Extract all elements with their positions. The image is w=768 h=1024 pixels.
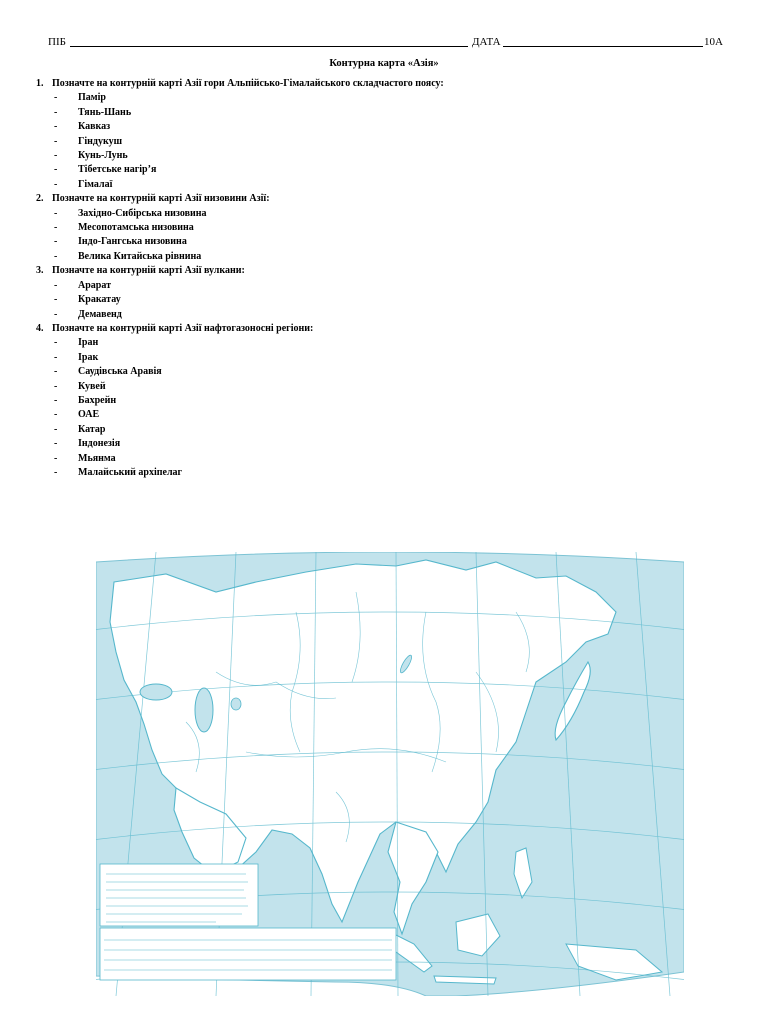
list-item: - Тібетське нагір’я xyxy=(54,164,157,176)
list-item: - Гімалаї xyxy=(54,178,113,190)
list-item: - Кувей xyxy=(54,380,106,392)
task-4 xyxy=(36,322,736,480)
list-item: - Памір xyxy=(54,92,106,104)
list-item: - Кракатау xyxy=(54,294,121,306)
list-item: - Західно-Сибірська низовина xyxy=(54,207,207,219)
task-3 xyxy=(36,264,736,322)
list-item: - Іран xyxy=(54,337,99,349)
name-field[interactable] xyxy=(70,46,468,47)
task-number: 1. xyxy=(36,78,44,89)
task-text: Позначте на контурній карті Азії нафтогазоносні регіони: xyxy=(52,322,314,334)
list-item: - Бахрейн xyxy=(54,394,117,406)
list-item: - Велика Китайська рівнина xyxy=(54,250,202,262)
list-item: - Катар xyxy=(54,423,106,435)
list-item: - Демавенд xyxy=(54,308,122,320)
class-label: 10А xyxy=(704,36,723,48)
list-item: - Індо-Гангська низовина xyxy=(54,236,187,248)
map-black-sea xyxy=(140,684,172,700)
list-item: - Ірак xyxy=(54,351,99,363)
page-title: Контурна карта «Азія» xyxy=(329,58,439,69)
list-item: - ОАЕ xyxy=(54,409,100,421)
map-aral-sea xyxy=(231,698,241,710)
list-item: - Саудівська Аравія xyxy=(54,366,162,378)
date-field[interactable] xyxy=(503,46,703,47)
task-text: Позначте на контурній карті Азії вулкани: xyxy=(52,265,245,277)
list-item: - Гіндукуш xyxy=(54,135,123,147)
task-number: 3. xyxy=(36,265,44,277)
name-label: ПІБ xyxy=(48,36,66,48)
list-item: - Арарат xyxy=(54,279,111,291)
list-item: - Індонезія xyxy=(54,438,121,450)
list-item: - Месопотамська низовина xyxy=(54,222,194,234)
header-row xyxy=(48,34,724,50)
map-caspian-sea xyxy=(195,688,213,732)
list-item: - Тянь-Шань xyxy=(54,106,132,118)
task-1 xyxy=(36,77,736,192)
task-number: 4. xyxy=(36,322,44,334)
list-item: - Мьянма xyxy=(54,452,116,464)
asia-contour-map xyxy=(96,552,684,996)
list-item: - Кунь-Лунь xyxy=(54,150,128,162)
list-item: - Кавказ xyxy=(54,121,111,133)
map-legend xyxy=(100,864,258,926)
task-list xyxy=(36,77,736,480)
task-text: Позначте на контурній карті Азії низовини Азії: xyxy=(52,193,270,205)
task-number: 2. xyxy=(36,193,44,205)
date-label: ДАТА xyxy=(472,36,501,48)
list-item: - Малайський архіпелаг xyxy=(54,466,183,478)
task-text: Позначте на контурній карті Азії гори Альпійсько-Гімалайського складчастого поясу: xyxy=(52,78,444,89)
task-2 xyxy=(36,192,736,264)
map-notes-box xyxy=(100,928,396,980)
